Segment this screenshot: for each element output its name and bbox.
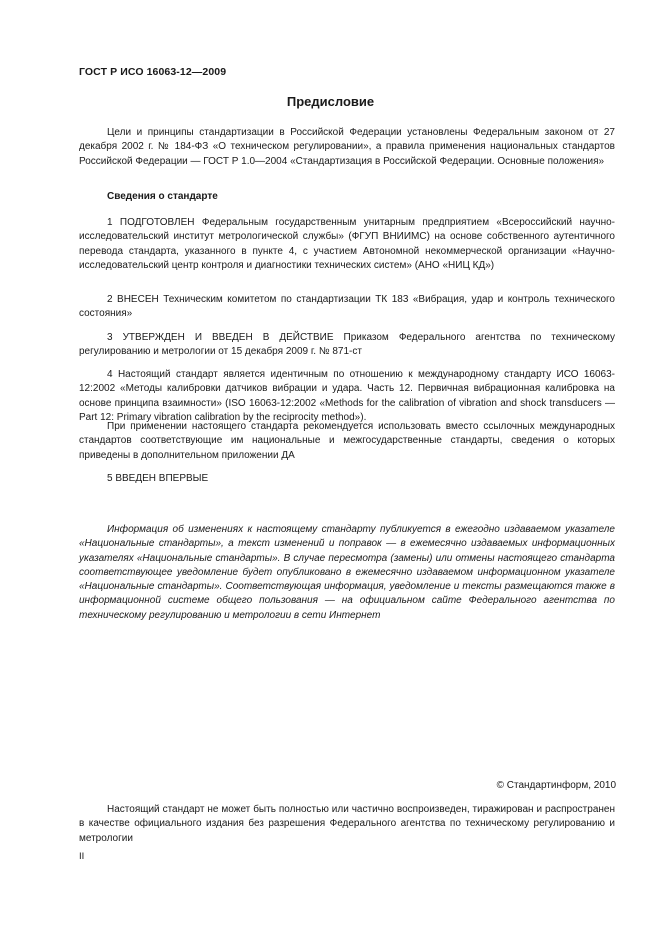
item-5-first-introduced: 5 ВВЕДЕН ВПЕРВЫЕ [107, 473, 209, 484]
item-3-approved: 3 УТВЕРЖДЕН И ВВЕДЕН В ДЕЙСТВИЕ Приказом Федерального агентства по техническому регулированию и метрологии от 15 декабря 2009 г. № 871-ст [79, 332, 615, 358]
section-heading: Сведения о стандарте [107, 191, 218, 202]
intro-paragraph: Цели и принципы стандартизации в Российской Федерации установлены Федеральным законом от 27 декабря 2002 г. № 184-ФЗ «О техническом регулировании», а правила применения национальных стандартов Российской Федерации — ГОСТ Р 1.0—2004 «Стандартизация в Российской Федерации. Основные положения» [79, 127, 615, 167]
copyright-notice: © Стандартинформ, 2010 [496, 780, 616, 791]
page-number: II [79, 851, 85, 862]
item-4-identity: 4 Настоящий стандарт является идентичным по отношению к международному стандарту ИСО 16063-12:2002 «Методы калибровки датчиков вибрации и удара. Часть 12. Первичная вибрационная калибровка на основе принципа взаимности» (ISO 16063-12:2002 «Methods for the calibration of vibration and shock transducers — Part 12: Primary vibration calibration by the reciprocity method»). [79, 369, 615, 423]
change-info-notice: Информация об изменениях к настоящему стандарту публикуется в ежегодно издаваемом указателе «Национальные стандарты», а текст изменений и поправок — в ежемесячно издаваемых информационных указателях «Национальные стандарты». В случае пересмотра (замены) или отмены настоящего стандарта соответствующее уведомление будет опубликовано в ежемесячно издаваемом информационном указателе «Национальные стандарты». Соответствующая информация, уведомление и тексты размещаются также в информационной системе общего пользования — на официальном сайте Федерального агентства по техническому регулированию и метрологии в сети Интернет [79, 524, 615, 621]
page-title: Предисловие [286, 94, 375, 109]
item-1-prepared: 1 ПОДГОТОВЛЕН Федеральным государственным унитарным предприятием «Всероссийский научно-исследовательский институт метрологической службы» (ФГУП ВНИИМС) на основе собственного аутентичного перевода стандарта, указанного в пункте 4, с участием Автономной некоммерческой организации «Научно-исследовательский центр контроля и диагностики технических систем» (АНО «НИЦ КД») [79, 217, 615, 271]
legal-notice: Настоящий стандарт не может быть полностью или частично воспроизведен, тиражирован и распространен в качестве официального издания без разрешения Федерального агентства по техническому регулированию и метрологии [79, 804, 615, 844]
document-id-header: ГОСТ Р ИСО 16063-12—2009 [79, 66, 227, 78]
item-4-note: При применении настоящего стандарта рекомендуется использовать вместо ссылочных международных стандартов соответствующие им национальные и межгосударственные стандарты, сведения о которых приведены в дополнительном приложении ДА [79, 421, 615, 461]
item-2-introduced: 2 ВНЕСЕН Техническим комитетом по стандартизации ТК 183 «Вибрация, удар и контроль технического состояния» [79, 294, 615, 320]
